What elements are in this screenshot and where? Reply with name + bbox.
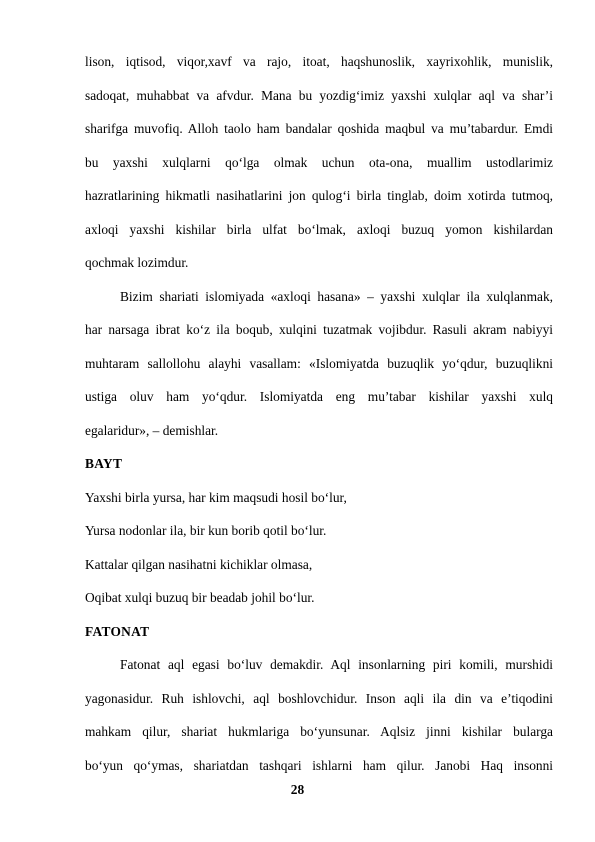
- text-line: ustiga oluv ham yo‘qdur. Islomiyatda eng mu’tabar kishilar yaxshi xulq: [85, 389, 553, 404]
- text-line: sharifga muvofiq. Alloh taolo ham bandalar qoshida maqbul va mu’tabardur. Emdi: [85, 121, 553, 136]
- text-line: Bizim shariati islomiyada «axloqi hasana» – yaxshi xulqlar ila xulqlanmak,: [120, 288, 553, 304]
- paragraph-2: [85, 280, 553, 448]
- poem-line: Oqibat xulqi buzuq bir beadab johil bo‘lur.: [85, 590, 315, 605]
- text-line: mahkam qilur, shariat hukmlariga bo‘yunsunar. Aqlsiz jinni kishilar bularga: [85, 724, 553, 739]
- poem: [85, 481, 553, 615]
- text-line: sadoqat, muhabbat va afvdur. Mana bu yozdig‘imiz yaxshi xulqlar aql va shar’i: [85, 87, 553, 103]
- text-line: muhtaram sallollohu alayhi vasallam: «Islomiyatda buzuqlik yo‘qdur, buzuqlikni: [85, 355, 553, 371]
- text-line: egalaridur», – demishlar.: [85, 422, 219, 438]
- paragraph-3: [85, 648, 553, 782]
- text-line: qochmak lozimdur.: [85, 255, 189, 270]
- text-line: bo‘yun qo‘ymas, shariatdan tashqari ishlarni ham qilur. Janobi Haq insonni: [85, 757, 553, 773]
- text-line: bu yaxshi xulqlarni qo‘lga olmak uchun ota-ona, muallim ustodlarimiz: [85, 154, 553, 170]
- text-line: har narsaga ibrat ko‘z ila boqub, xulqini tuzatmak vojibdur. Rasuli akram nabiyyi: [85, 322, 553, 337]
- poem-line: Yaxshi birla yursa, har kim maqsudi hosil bo‘lur,: [85, 489, 347, 505]
- text-line: axloqi yaxshi kishilar birla ulfat bo‘lmak, axloqi buzuq yomon kishilardan: [85, 221, 553, 237]
- text-line: hazratlarining hikmatli nasihatlarini jon qulog‘i birla tinglab, doim xotirda tutmoq,: [85, 188, 553, 203]
- page-content: [85, 45, 553, 782]
- section-heading-bayt: BAYT: [85, 456, 123, 471]
- paragraph-1: [85, 45, 553, 280]
- section-heading-fatonat: FATONAT: [85, 623, 150, 639]
- page-number: 28: [290, 782, 305, 797]
- text-line: Fatonat aql egasi bo‘luv demakdir. Aql insonlarning piri komili, murshidi: [120, 657, 553, 672]
- text-line: lison, iqtisod, viqor,xavf va rajo, itoat, haqshunoslik, xayrixohlik, munislik,: [85, 54, 553, 69]
- poem-line: Yursa nodonlar ila, bir kun borib qotil bo‘lur.: [85, 523, 327, 538]
- text-line: yagonasidur. Ruh ishlovchi, aql boshlovchidur. Inson aqli ila din va e’tiqodini: [85, 690, 553, 706]
- poem-line: Kattalar qilgan nasihatni kichiklar olmasa,: [85, 556, 313, 572]
